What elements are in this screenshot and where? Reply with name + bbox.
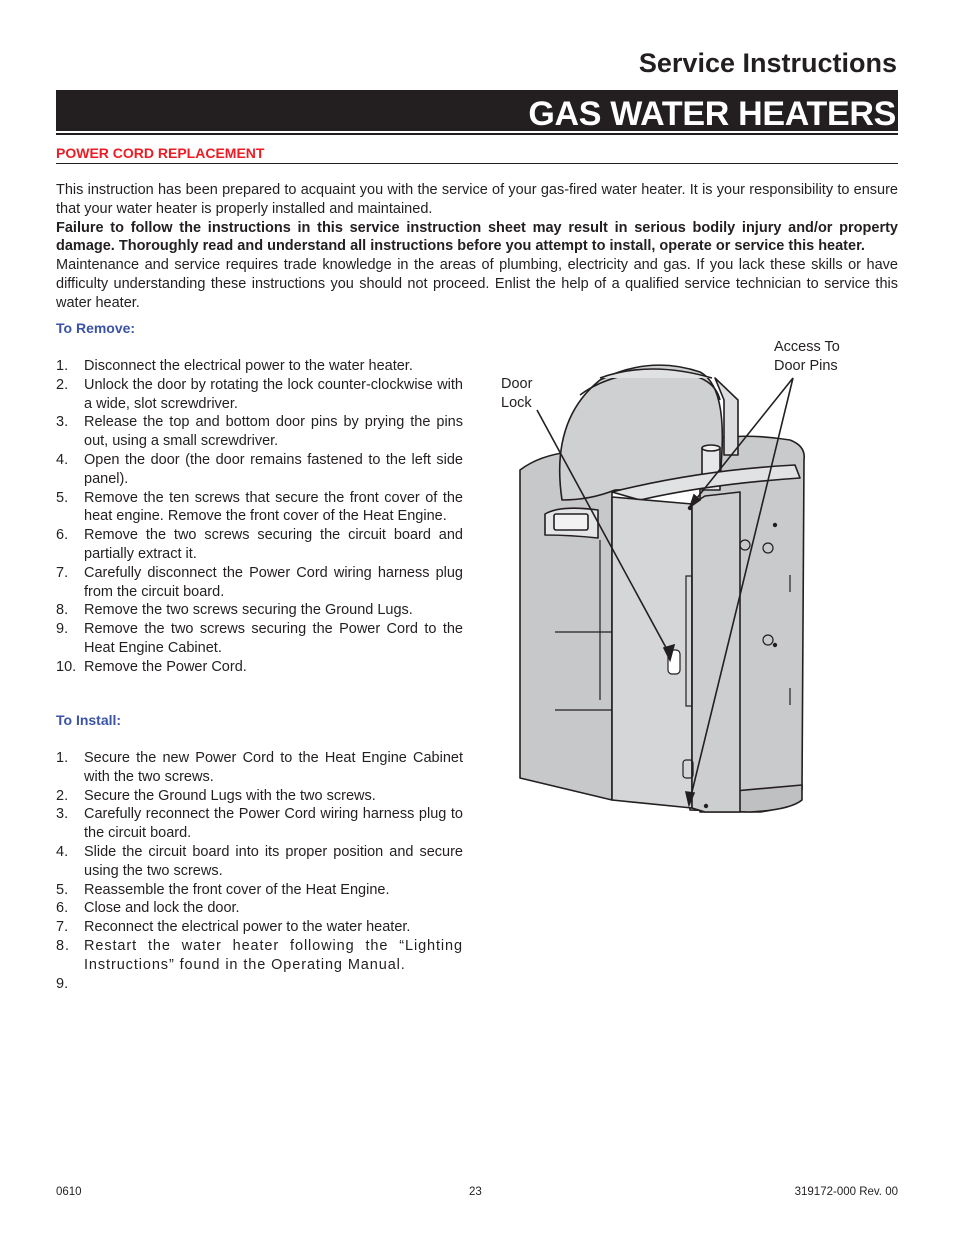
step-text: Remove the two screws securing the Power Cord to the Heat Engine Cabinet. [84, 621, 463, 656]
step-text: Reconnect the electrical power to the water heater. [84, 919, 411, 936]
remove-step [56, 376, 463, 414]
intro-text [56, 181, 898, 313]
install-step [56, 749, 463, 787]
step-number: 5. [56, 489, 69, 506]
step-text: Carefully disconnect the Power Cord wiring harness plug from the circuit board. [84, 564, 463, 600]
section-heading: POWER CORD REPLACEMENT [56, 145, 265, 161]
step-number: 2. [56, 787, 69, 804]
footer-page-number: 23 [469, 1186, 482, 1198]
remove-step [56, 413, 463, 451]
step-text: Release the top and bottom door pins by prying the pins out, using a small screwdriver. [84, 414, 463, 450]
step-text: Remove the Power Cord. [84, 658, 247, 675]
install-heading: To Install: [56, 712, 122, 728]
step-text: Remove the ten screws that secure the front cover of the heat engine. Remove the front cover of the Heat Engine. [84, 489, 463, 525]
banner-text: GAS WATER HEATERS [528, 95, 896, 133]
section-rule [56, 163, 898, 164]
step-number: 1. [56, 750, 69, 766]
footer-doc-number: 319172-000 Rev. 00 [794, 1186, 898, 1198]
step-number: 10. [56, 658, 77, 675]
intro-paragraph: This instruction has been prepared to acquaint you with the service of your gas-fired water heater. It is your responsibility to ensure that your water heater is properly installed and maintained. [56, 182, 898, 217]
step-text: Unlock the door by rotating the lock counter-clockwise with a wide, slot screwdriver. [84, 376, 463, 412]
remove-steps [56, 357, 463, 677]
warning-paragraph: Failure to follow the instructions in this service instruction sheet may result in serious bodily injury and/or property damage. Thoroughly read and understand all instructions before you attempt to install, operate or service this heater. [56, 219, 898, 255]
step-number: 8. [56, 937, 70, 954]
step-number: 7. [56, 564, 69, 581]
install-step [56, 843, 463, 881]
step-number: 3. [56, 806, 69, 823]
skills-paragraph: Maintenance and service requires trade knowledge in the areas of plumbing, electricity and gas. If you lack these skills or have difficulty understanding these instructions you should not proceed. Enlist the help of a qualified service technician to service this water heater. [56, 257, 898, 311]
remove-step [56, 601, 463, 620]
step-number: 9. [56, 975, 69, 992]
remove-step [56, 357, 463, 376]
install-step [56, 805, 463, 843]
remove-step [56, 489, 463, 527]
remove-step [56, 526, 463, 564]
callout-door-lock-line2: Lock [501, 395, 532, 411]
install-step [56, 937, 463, 975]
install-step [56, 899, 463, 918]
step-text: Secure the new Power Cord to the Heat Engine Cabinet with the two screws. [84, 750, 463, 785]
step-text: Remove the two screws securing the circuit board and partially extract it. [84, 527, 463, 562]
step-number: 4. [56, 843, 69, 860]
install-steps [56, 749, 463, 992]
step-number: 8. [56, 602, 69, 619]
step-text: Remove the two screws securing the Ground Lugs. [84, 602, 413, 619]
water-heater-illustration [500, 360, 820, 820]
step-number: 2. [56, 376, 69, 393]
step-text: Slide the circuit board into its proper position and secure using the two screws. [84, 843, 463, 879]
remove-step [56, 658, 463, 677]
step-text: Carefully reconnect the Power Cord wiring harness plug to the circuit board. [84, 806, 463, 842]
step-number: 5. [56, 881, 69, 898]
step-text: Disconnect the electrical power to the water heater. [84, 358, 413, 374]
remove-step [56, 451, 463, 489]
footer-date: 0610 [56, 1186, 82, 1198]
step-number: 4. [56, 451, 69, 468]
step-text: Reassemble the front cover of the Heat Engine. [84, 881, 390, 898]
step-number: 9. [56, 621, 69, 638]
step-number: 6. [56, 527, 69, 544]
remove-step [56, 564, 463, 602]
banner [56, 90, 898, 131]
step-text: Open the door (the door remains fastened to the left side panel). [84, 451, 463, 487]
remove-step [56, 620, 463, 658]
step-number: 3. [56, 414, 69, 431]
install-step [56, 918, 463, 937]
callout-access-line2: Door Pins [774, 358, 838, 374]
page-title: Service Instructions [638, 48, 897, 78]
step-text: Secure the Ground Lugs with the two screws. [84, 787, 376, 804]
install-step [56, 787, 463, 806]
install-step [56, 881, 463, 900]
header-rule [56, 133, 898, 135]
step-text: Close and lock the door. [84, 900, 240, 917]
callout-door-lock-line1: Door [501, 376, 533, 392]
step-number: 6. [56, 900, 69, 917]
step-number: 7. [56, 919, 69, 936]
step-text: Restart the water heater following the “Lighting Instructions” found in the Operating Manual. [84, 937, 463, 973]
remove-heading: To Remove: [56, 320, 136, 336]
step-number: 1. [56, 358, 69, 374]
callout-access-line1: Access To [774, 339, 840, 355]
